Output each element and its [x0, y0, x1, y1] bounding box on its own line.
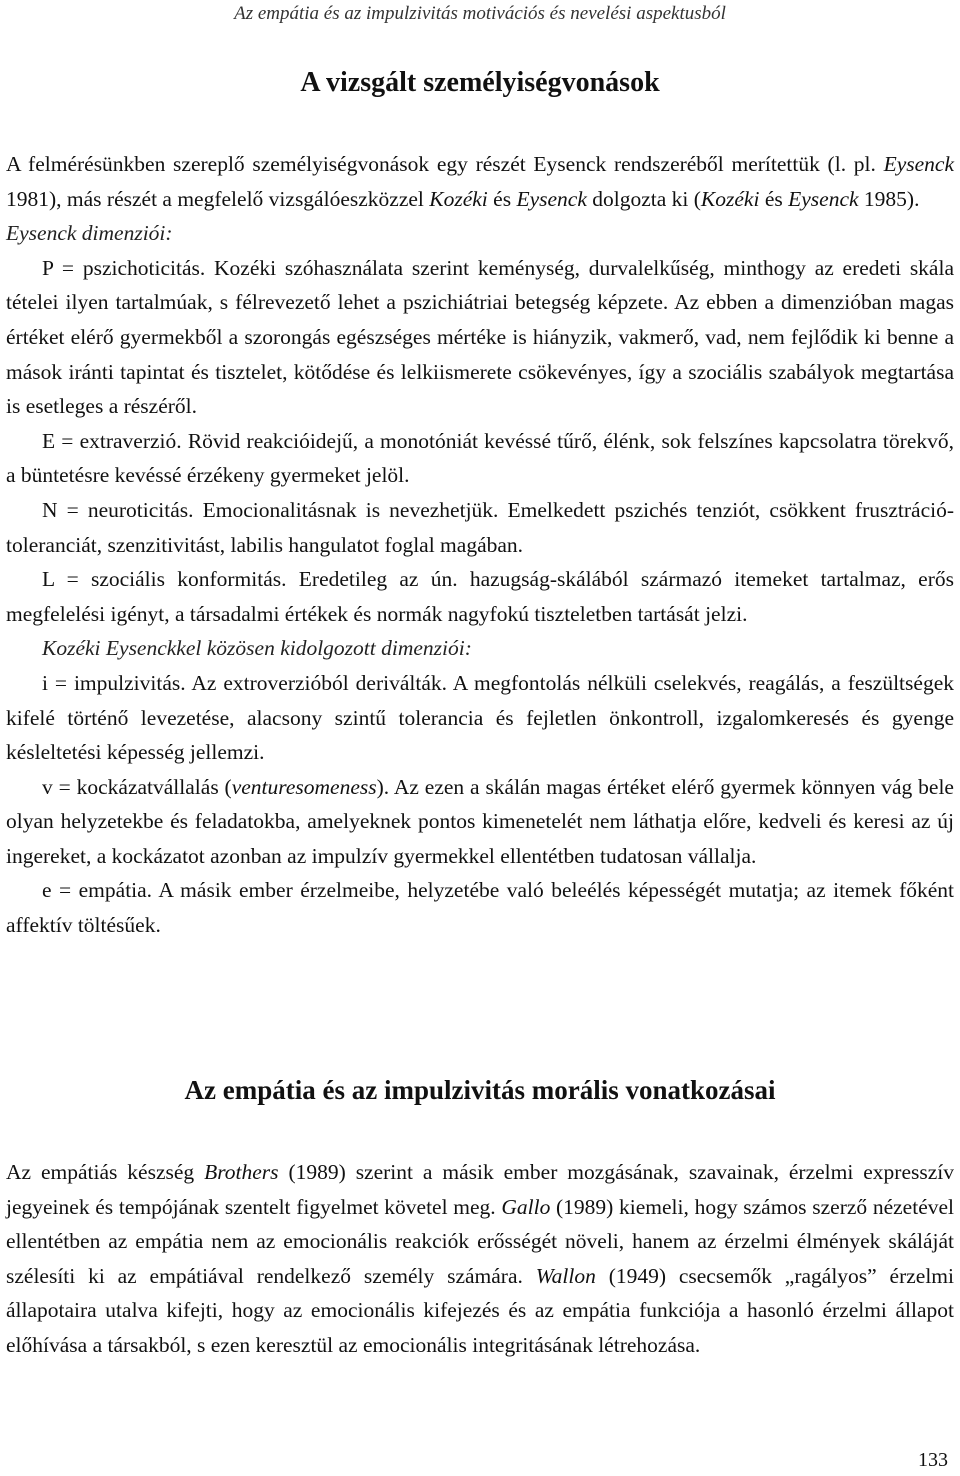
- kozeki-dimensions-heading: Kozéki Eysenckkel közösen kidolgozott dimenziói:: [42, 636, 472, 661]
- text-run: 1981), más részét a megfelelő vizsgálóeszközzel: [6, 186, 430, 211]
- dimension-n-paragraph: [6, 493, 954, 562]
- text-run: és: [759, 186, 789, 211]
- dimension-description: Rövid reakcióidejű, a monotóniát kevéssé tűrő, élénk, sok felszínes kapcsolatra törekvő, a büntetésre kevéssé érzékeny gyermeket jelöl.: [6, 428, 954, 488]
- dimension-p-paragraph: [6, 251, 954, 424]
- author-reference: Brothers: [204, 1160, 279, 1184]
- dimension-label: v = kockázatvállalás (: [42, 774, 232, 799]
- text-run: A felmérésünkben szereplő személyiségvonások egy részét Eysenck rendszeréből merítettük (l. pl.: [6, 152, 884, 176]
- running-header: Az empátia és az impulzivitás motivációs és nevelési aspektusból: [234, 3, 726, 24]
- dimension-v-paragraph: [6, 770, 954, 874]
- dimension-label: E = extraverzió.: [42, 428, 182, 453]
- dimension-description: A másik ember érzelmeibe, helyzetébe való beleélés képességét mutatja; az itemek főként affektív töltésűek.: [6, 878, 955, 938]
- text-run: (1989) szerint a másik ember mozgásának, szavainak, érzelmi expresszív jegyeinek és tempójának szentelt figyelmet követel meg.: [6, 1160, 954, 1219]
- intro-paragraph: [6, 147, 954, 216]
- author-reference: Kozéki: [700, 186, 760, 211]
- section-body: [6, 147, 954, 943]
- author-reference: Kozéki: [429, 186, 488, 211]
- author-reference: Eysenck: [516, 186, 587, 211]
- section-title-2: Az empátia és az impulzivitás morális vonatkozásai: [184, 1075, 776, 1105]
- text-run: (1949) csecsemők „ragályos” érzelmi állapotaira utalva kifejti, hogy az emocionális kifejezés és az empátia funkciója a hasonló érzelmi állapot előhívása a társakból, s ezen keresztül az emocionális integritásának létrehozása.: [6, 1263, 954, 1357]
- dimension-e-paragraph: [6, 424, 954, 493]
- dimension-description: Kozéki szóhasználata szerint keménység, durvalelkűség, minthogy az eredeti skála tételei ilyen tartalmúak, s félrevezető lehet a pszichiátriai betegség képzete. Az ebben a dimenzióban magas értéket elérő gyermekből a szorongás egészséges mértéke is hiányzik, vakmerő, vad, nem fejlődik ki benne a mások iránti tapintat és tisztelet, kötődése és lelkiismerete csökevényes, így a szociális szabályok megtartása is esetleges a részéről.: [6, 255, 954, 419]
- text-run: és: [487, 186, 517, 211]
- section-title: A vizsgált személyiségvonások: [300, 67, 660, 98]
- dimension-description: Eredetileg az ún. hazugság-skálából származó itemeket tartalmaz, erős megfelelési igényt, a társadalmi értékek és normák nagyfokú tiszteletben tartását jelzi.: [6, 567, 954, 626]
- eysenck-dimensions-heading: Eysenck dimenziói:: [6, 221, 173, 246]
- dimension-description: Az extroverzióból deriválták. A megfontolás nélküli cselekvés, reagálás, a feszültségek kifelé történő levezetése, alacsony szintű tolerancia és fejletlen önkontroll, izgalomkeresés és gyenge késleltetési képesség jellemzi.: [6, 670, 954, 765]
- page-number: 133: [918, 1449, 948, 1471]
- dimension-label: L = szociális konformitás.: [42, 567, 287, 592]
- text-run: dolgozta ki (: [586, 186, 701, 211]
- dimension-i-paragraph: [6, 666, 954, 770]
- document-page: [6, 0, 954, 1476]
- author-reference: Eysenck: [883, 152, 954, 176]
- dimension-e2-paragraph: [6, 873, 954, 942]
- author-reference: Gallo: [501, 1194, 551, 1219]
- text-run: 1985).: [858, 186, 920, 211]
- author-reference: Eysenck: [788, 186, 859, 211]
- author-reference: Wallon: [535, 1263, 596, 1288]
- text-run: (1989) kiemeli, hogy számos szerző nézetével ellentétben az empátia nem az emocionális reakciók erősségét növeli, hanem az érzelmi élmények skáláját szélesíti ki az empátiával rendelkező személy számára.: [6, 1194, 954, 1288]
- dimension-label: i = impulzivitás.: [42, 670, 186, 695]
- empathy-paragraph: [6, 1155, 954, 1363]
- text-run: Az empátiás készség: [6, 1160, 205, 1184]
- dimension-l-paragraph: [6, 562, 954, 631]
- dimension-label: N = neuroticitás.: [42, 497, 194, 522]
- dimension-description: ). Az ezen a skálán magas értéket elérő gyermek könnyen vág bele olyan helyzetekbe és feladatokba, amelyeknek pontos kimenetelét nem láthatja előre, kedveli és keresi az új ingereket, a kockázatot azonban az impulzív gyermekkel ellentétben tudatosan vállalja.: [6, 774, 954, 868]
- dimension-label: P = pszichoticitás.: [42, 255, 206, 280]
- dimension-description: Emocionalitásnak is nevezhetjük. Emelkedett pszichés tenziót, csökkent frusztráció-toleranciát, szenzitivitást, labilis hangulatot foglal magában.: [6, 497, 955, 557]
- dimension-label: e = empátia.: [42, 878, 153, 903]
- section-body-2: [6, 1155, 954, 1363]
- dimension-term: venturesomeness: [231, 774, 377, 799]
